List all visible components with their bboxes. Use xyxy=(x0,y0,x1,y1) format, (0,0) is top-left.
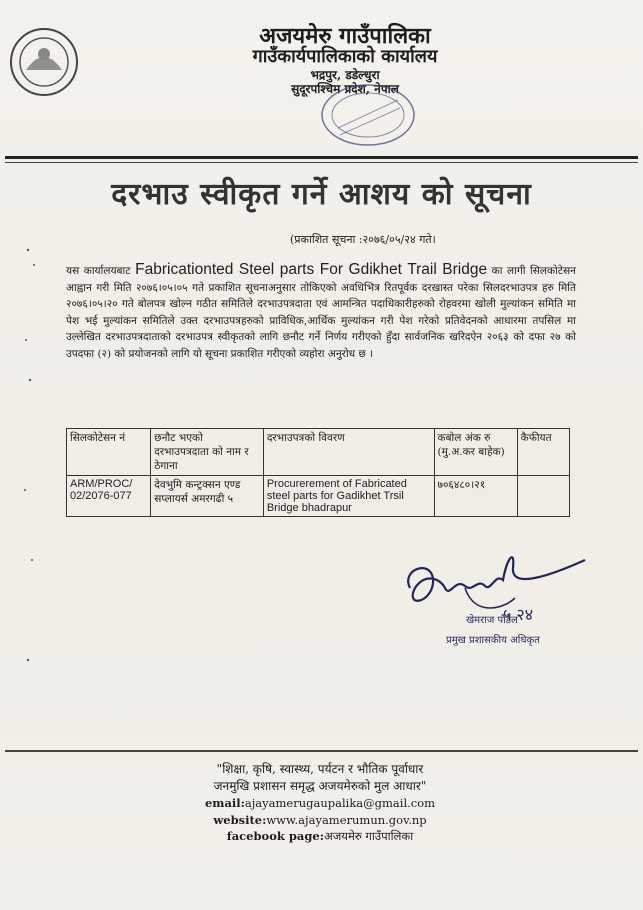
footer-website xyxy=(120,813,520,827)
cell-remarks xyxy=(517,476,569,517)
col-remarks: कैफीयत xyxy=(517,429,569,476)
col-description: दरभाउपत्रको विवरण xyxy=(263,429,434,476)
footer-facebook xyxy=(120,829,520,844)
header-rule-thin xyxy=(5,162,638,163)
notice-body xyxy=(66,262,576,363)
notice-title: दरभाउ स्वीकृत गर्ने आशय को सूचना xyxy=(111,177,532,212)
municipality-name: अजयमेरु गाउँपालिका xyxy=(259,23,431,49)
cell-amount: ७०६४८०।२१ xyxy=(434,476,517,517)
col-bidder: छनौट भएको दरभाउपत्रदाता को नाम र ठेगाना xyxy=(151,429,264,476)
col-amount: कबोल अंक रु (मु.अ.कर बाहेक) xyxy=(434,429,517,476)
signature-date: ५ २४ xyxy=(503,605,534,624)
notice-body-text: का लागी सिलकोटेसन आह्वान गरी मिति २०७६।०५।०५ गते प्रकाशित सूचनाअनुसार तोकिएको अवधिभित्र रितपूर्वक दरखास्त परेका सिलदरभाउपत्र हरु मिति २०७६।०५।२० गते बोलपत्र खोल्न गठीत समितिले दरभाउपत्रदाता एवं आमन्त्रित पदाधिकारीहरुको रोहवरमा खोली मुल्यांकन समिति मा पेश भई मुल्यांकन समितिले उक्त दरभाउपत्रहरुको प्राविधिक,आर्थिक मुल्यांकन गरी पेश गरेको प्रतिवेदनको आधारमा तपसिल मा उल्लेखित दरभाउपत्रदाताको दरभाउपत्र स्वीकृतको लागि छनौट गर्ने निर्णय गरीएको हुँदा सार्वजनिक खरिदऐन २०६३ को दफा २७ को उपदफा (२) को प्रयोजनको लागि यो सूचना प्रकाशित गरीएको व्यहोरा अनुरोध छ । xyxy=(66,265,576,360)
footer-slogan-1: "शिक्षा, कृषि, स्वास्थ्य, पर्यटन र भौतिक पूर्वाधार xyxy=(216,762,424,776)
footer-email xyxy=(120,796,520,810)
facebook-label: facebook page: xyxy=(226,829,324,843)
office-name: गाउँकार्यपालिकाको कार्यालय xyxy=(252,46,438,67)
footer-rule xyxy=(5,750,638,752)
col-quotation-no: सिलकोटेसन नं xyxy=(67,429,151,476)
project-name: Fabricationted Steel parts For Gdikhet Trail Bridge xyxy=(135,261,488,278)
notice-body-intro: यस कार्यालयबाट xyxy=(66,265,136,277)
website-label: website: xyxy=(213,813,267,827)
address-line-2: सुदूरपश्चिम प्रदेश, नेपाल xyxy=(291,82,399,96)
municipality-emblem-icon xyxy=(8,26,80,98)
table-header-row xyxy=(67,429,570,476)
office-stamp-icon xyxy=(318,80,418,150)
header-rule xyxy=(5,156,638,159)
publication-date: (प्रकाशित सूचना :२०७६/०५/२४ गते। xyxy=(290,233,436,246)
facebook-link[interactable]: अजयमेरु गाउँपालिका xyxy=(323,829,414,843)
table-row xyxy=(67,476,570,517)
website-link[interactable]: www.ajayamerumun.gov.np xyxy=(266,813,427,827)
selection-table xyxy=(66,428,570,517)
cell-quotation-no: ARM/PROC/ 02/2076-077 xyxy=(67,476,151,517)
email-link[interactable]: ajayamerugaupalika@gmail.com xyxy=(244,796,436,810)
cell-bidder: देवभुमि कन्ट्रक्सन एण्ड सप्लायर्स अमरगढी ५ xyxy=(151,476,264,517)
margin-speckles xyxy=(20,230,50,730)
signatory-name: खेमराज पौडेल xyxy=(466,615,518,626)
address-line-1: भद्रपुर, डडेल्धुरा xyxy=(310,68,380,82)
cell-description: Procurerement of Fabricated steel parts for Gadikhet Trsil Bridge bhadrapur xyxy=(263,476,434,517)
footer-slogan-2: जनमुखि प्रशासन समृद्ध अजयमेरुको मुल आधार" xyxy=(213,779,427,793)
signatory-designation: प्रमुख प्रशासकीय अधिकृत xyxy=(446,635,540,646)
email-label: email: xyxy=(204,796,245,810)
